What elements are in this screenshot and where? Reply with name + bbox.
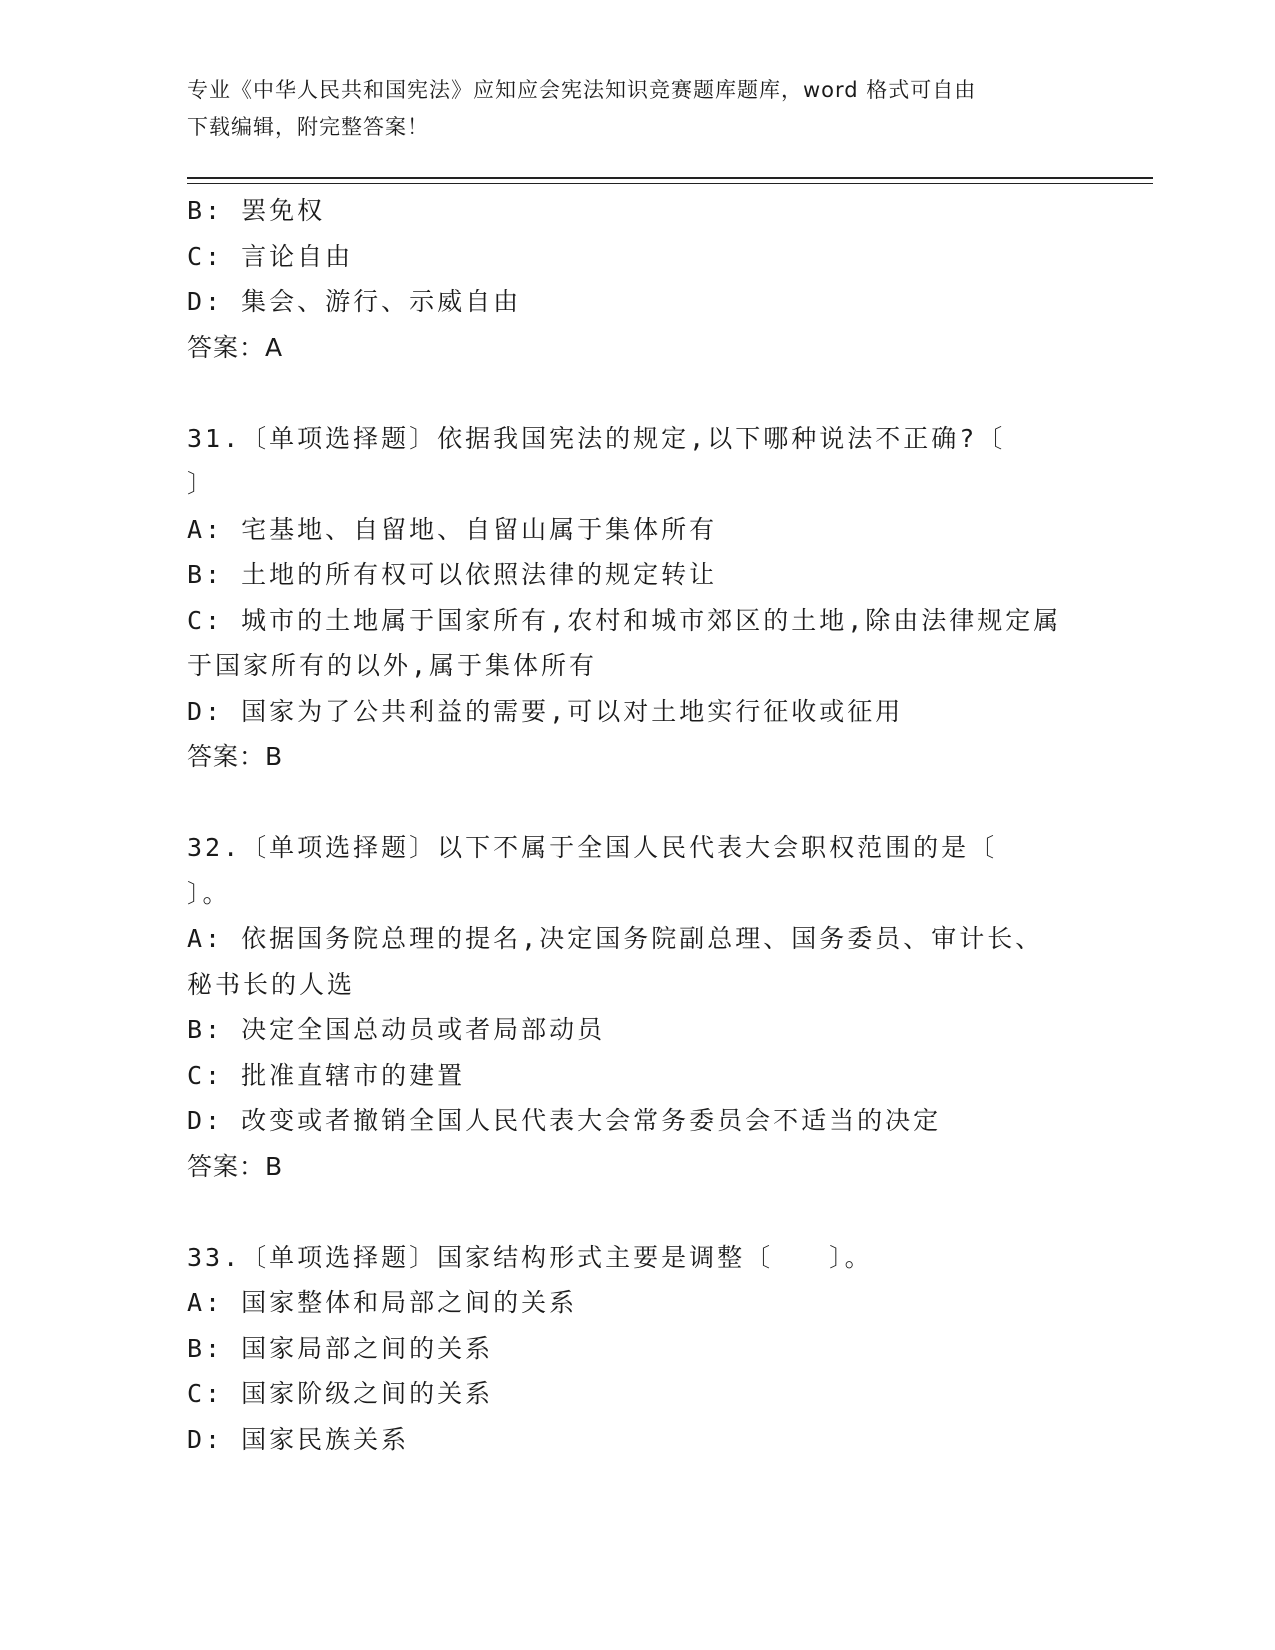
question-stem: 32.〔单项选择题〕以下不属于全国人民代表大会职权范围的是〔 bbox=[187, 833, 998, 862]
option-b: B: 国家局部之间的关系 bbox=[187, 1333, 494, 1363]
question-stem-continued: 〕 bbox=[187, 469, 216, 498]
question-stem: 31.〔单项选择题〕依据我国宪法的规定,以下哪种说法不正确?〔 bbox=[187, 423, 1006, 453]
option-c-continued: 于国家所有的以外,属于集体所有 bbox=[187, 651, 598, 680]
question-block-33 bbox=[187, 1235, 1087, 1463]
option-d: D: 国家民族关系 bbox=[187, 1424, 410, 1454]
option-c: C: 国家阶级之间的关系 bbox=[187, 1379, 494, 1408]
question-stem: 33.〔单项选择题〕国家结构形式主要是调整〔 〕。 bbox=[187, 1242, 873, 1272]
option-a: A: 国家整体和局部之间的关系 bbox=[187, 1288, 578, 1317]
answer-line: 答案：B bbox=[187, 1151, 284, 1181]
question-block-31 bbox=[187, 416, 1087, 780]
option-a: A: 宅基地、自留地、自留山属于集体所有 bbox=[187, 514, 718, 544]
option-a-continued: 秘书长的人选 bbox=[187, 969, 356, 999]
option-b: B: 决定全国总动员或者局部动员 bbox=[187, 1015, 606, 1044]
question-block-32 bbox=[187, 825, 1087, 1189]
question-stem-continued: 〕。 bbox=[187, 878, 231, 908]
option-c: C: 言论自由 bbox=[187, 241, 354, 271]
header-divider-thick bbox=[187, 177, 1153, 179]
header-title-line-1: 专业《中华人民共和国宪法》应知应会宪法知识竞赛题库题库，word 格式可自由 bbox=[187, 78, 977, 102]
header-divider-thin bbox=[187, 183, 1153, 184]
document-header bbox=[187, 72, 1087, 146]
document-body bbox=[187, 188, 1087, 1462]
answer-line: 答案：A bbox=[187, 332, 284, 362]
option-c: C: 批准直辖市的建置 bbox=[187, 1060, 466, 1090]
header-title-line-2: 下载编辑，附完整答案！ bbox=[187, 115, 429, 139]
spacer bbox=[187, 1189, 1087, 1235]
option-a: A: 依据国务院总理的提名,决定国务院副总理、国务委员、审计长、 bbox=[187, 924, 1044, 953]
option-d: D: 国家为了公共利益的需要,可以对土地实行征收或征用 bbox=[187, 696, 904, 726]
question-block-30 bbox=[187, 188, 1087, 370]
spacer bbox=[187, 780, 1087, 826]
option-d: D: 改变或者撤销全国人民代表大会常务委员会不适当的决定 bbox=[187, 1106, 942, 1135]
option-b: B: 罢免权 bbox=[187, 196, 326, 225]
option-b: B: 土地的所有权可以依照法律的规定转让 bbox=[187, 560, 718, 589]
option-c: C: 城市的土地属于国家所有,农村和城市郊区的土地,除由法律规定属 bbox=[187, 605, 1062, 635]
option-d: D: 集会、游行、示威自由 bbox=[187, 287, 522, 316]
spacer bbox=[187, 370, 1087, 416]
answer-line: 答案：B bbox=[187, 742, 284, 771]
